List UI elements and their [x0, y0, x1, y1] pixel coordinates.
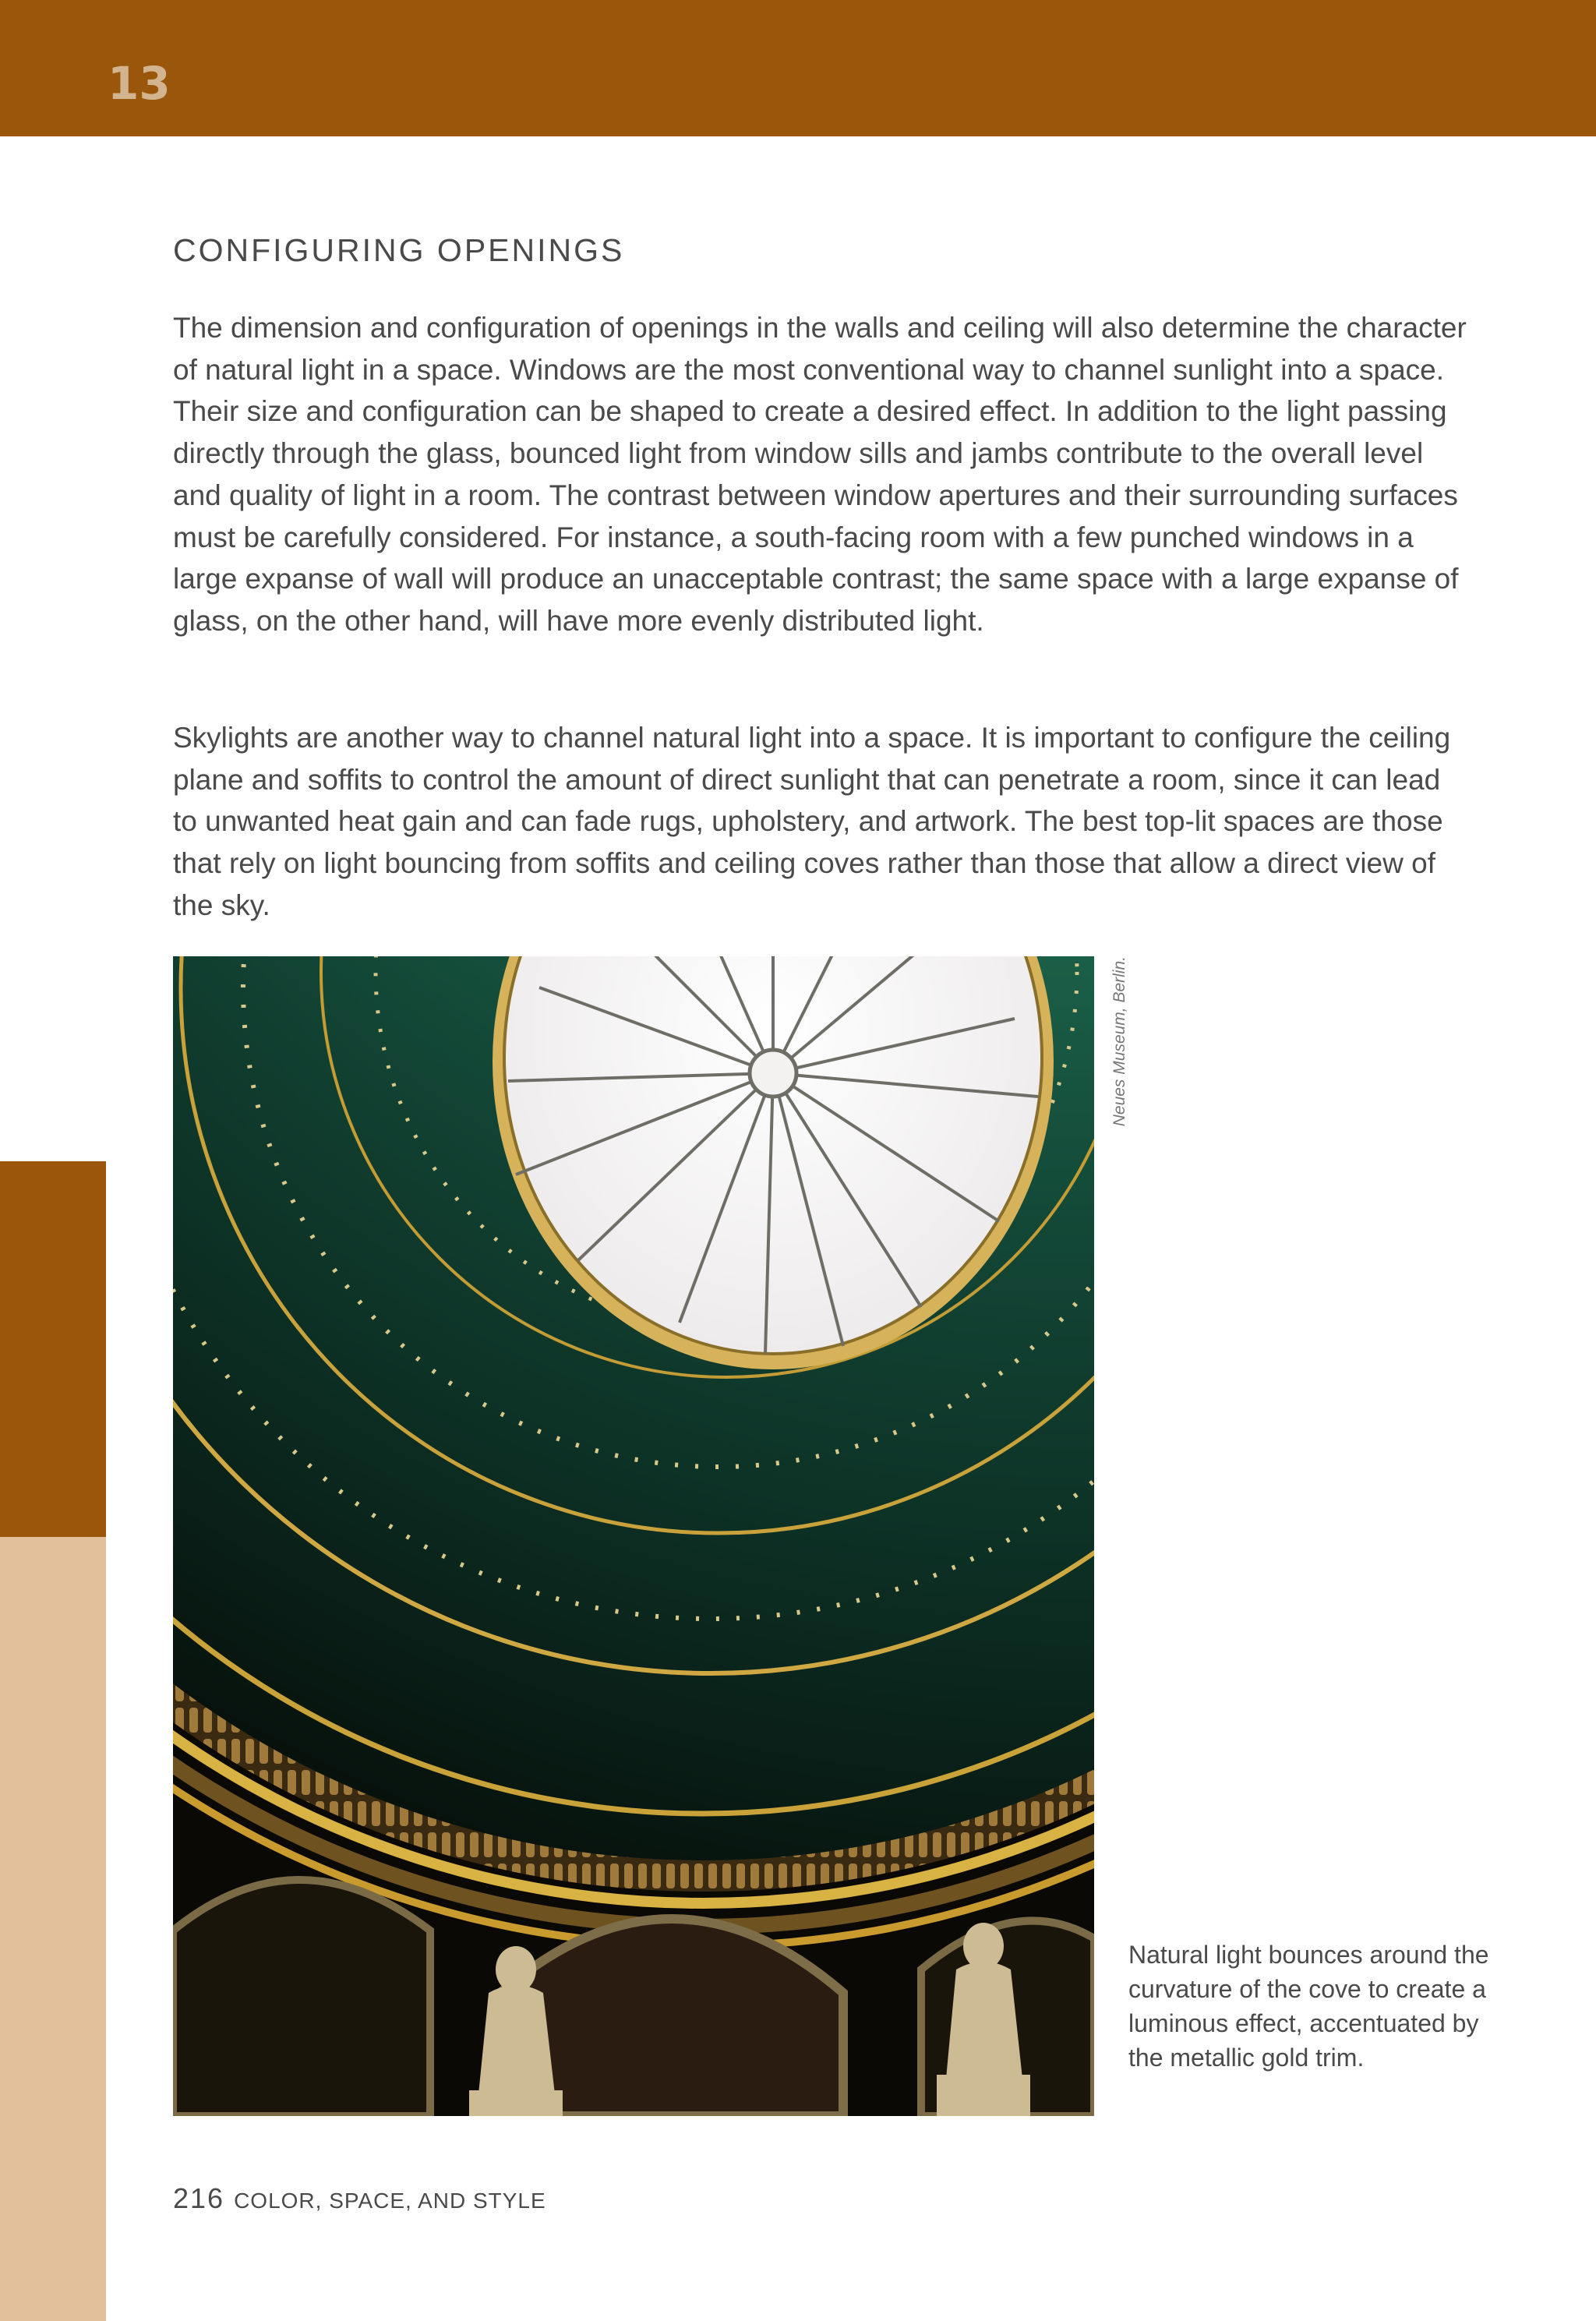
running-title: COLOR, SPACE, AND STYLE [234, 2189, 546, 2213]
body-paragraph-1: The dimension and configuration of openings in the walls and ceiling will also determine the character of natural light in a space. Windows are the most conventional way to channel sunlight into a space. Their size and configuration can be shaped to create a desired effect. In addition to the light passing directly through the glass, bounced light from window sills and jambs contribute to the overall level and quality of light in a room. The contrast between window apertures and their surrounding surfaces must be carefully considered. For instance, a south-facing room with a few punched windows in a large expanse of wall will produce an unacceptable contrast; the same space with a large expanse of glass, on the other hand, will have more evenly distributed light. [173, 312, 1467, 637]
header-band [0, 0, 1596, 136]
page-footer [173, 2182, 546, 2215]
dome-photo [173, 956, 1094, 2116]
page-number: 216 [173, 2182, 225, 2214]
dome-photo-illustration [173, 956, 1094, 2116]
section-heading: CONFIGURING OPENINGS [173, 232, 625, 268]
photo-credit-text: Neues Museum, Berlin. [1110, 956, 1128, 1127]
figure-caption: Natural light bounces around the curvature of the cove to create a luminous effect, accentuated by the metallic gold trim. [1128, 1941, 1489, 2072]
chapter-number: 13 [108, 57, 171, 110]
photo-credit [1107, 956, 1131, 1151]
body-paragraph-2: Skylights are another way to channel natural light into a space. It is important to configure the ceiling plane and soffits to control the amount of direct sunlight that can penetrate a room, since it can lead to unwanted heat gain and can fade rugs, upholstery, and artwork. The best top-lit spaces are those that rely on light bouncing from soffits and ceiling coves rather than those that allow a direct view of the sky. [173, 722, 1451, 921]
side-tab-dark [0, 1161, 106, 1537]
side-tab-light [0, 1537, 106, 2321]
